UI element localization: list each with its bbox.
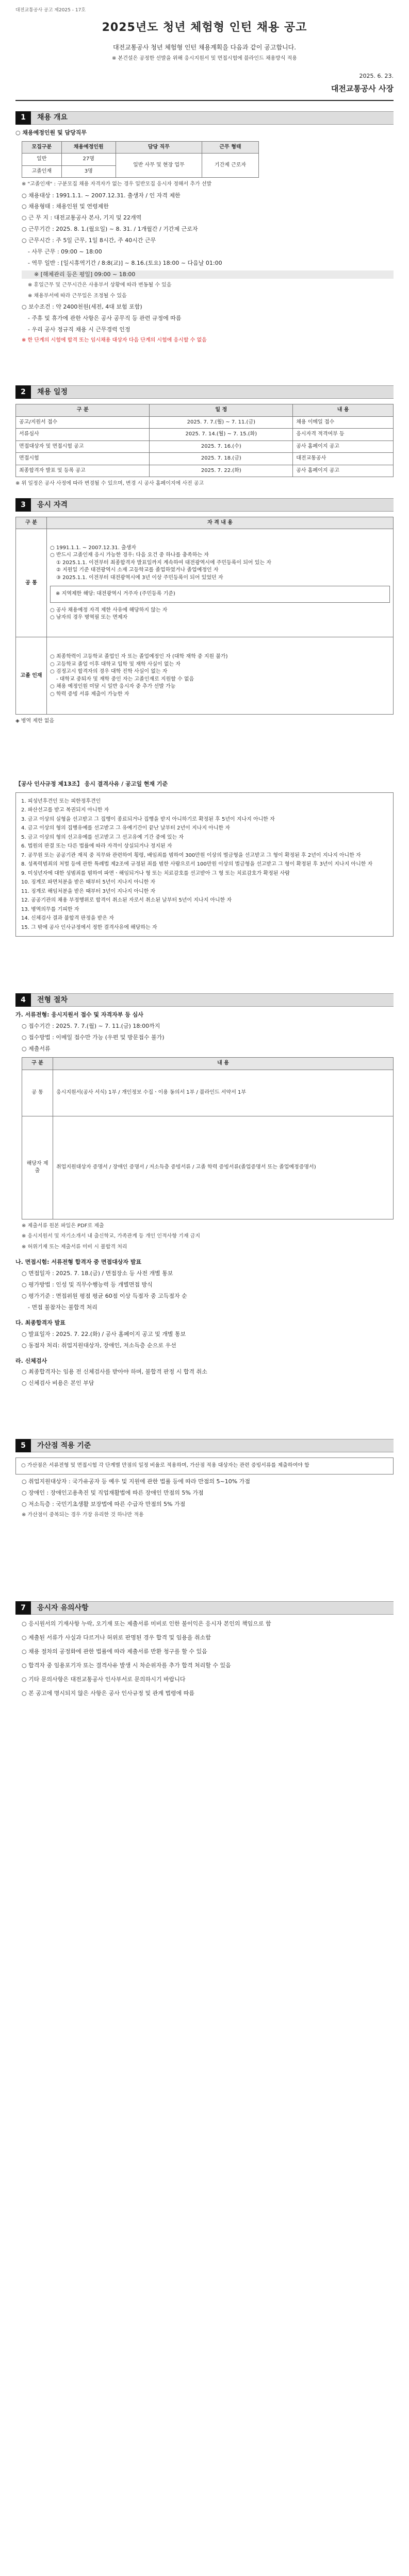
table-cell: 공 통 [22, 1070, 53, 1116]
text-line: - 면접 불참자는 불합격 처리 [28, 1303, 97, 1311]
text-line: ○ 제출서류 [22, 1045, 51, 1053]
text-line: 13. 병역의무를 기피한 자 [21, 906, 79, 912]
section-title: 가산점 적용 기준 [31, 1439, 394, 1452]
section-number: 7 [15, 1601, 31, 1615]
text-line: 2. 파산선고를 받고 복권되지 아니한 자 [21, 807, 109, 814]
section-number: 5 [15, 1439, 31, 1452]
text-line: ○ 응시원서의 기재사항 누락, 오기재 또는 제출서류 미비로 인한 불이익은 응시자 본인의 책임으로 함 [22, 1620, 271, 1628]
text-line: ※ "고졸인재" : 구분모집 채용 자격자가 없는 경우 일반모집 응시자 정해서 추가 선발 [22, 181, 212, 188]
table-row [22, 1070, 394, 1116]
text-line: ○ 남자의 경우 병역필 또는 면제자 [50, 615, 128, 621]
text-line: ○ 접수방법 : 이메일 접수만 가능 (우편 및 방문접수 불가) [22, 1034, 165, 1041]
text-line: ○ 저소득층 : 국민기초생활 보장법에 따른 수급자 만점의 5% 가점 [22, 1500, 186, 1507]
subsection-title: 가. 서류전형: 응시지원서 접수 및 자격자부 등 심사 [15, 1011, 143, 1019]
text-line: - 대학교 중퇴자 및 재학 중인 자는 고졸인재로 지원할 수 없음 [56, 676, 194, 682]
text-line: 10. 징계로 파면처분을 받은 때부터 5년이 지나지 아니한 자 [21, 879, 156, 886]
schedule-table [15, 404, 394, 477]
sec1-lines [15, 181, 394, 344]
text-line: ○ 장애인 : 장애인고용촉진 및 직업재활법에 따른 장애인 만점의 5% 가점 [22, 1489, 204, 1496]
text-line: 12. 공공기관의 채용 부정행위로 합격이 취소된 자로서 취소된 날부터 5년이 지나지 아니한 자 [21, 897, 232, 904]
text-line: ○ 취업지원대상자 : 국가유공자 등 예우 및 지원에 관한 법률 등에 따라 만점의 5~10% 가점 [22, 1478, 250, 1485]
table-cell: 2025. 7. 16.(수) [150, 440, 293, 453]
text-line: ○ 제출된 서류가 사실과 다르거나 허위로 판명된 경우 합격 및 임용을 취소함 [22, 1634, 211, 1641]
text-line: ※ 가산점이 중복되는 경우 가장 유리한 것 하나만 적용 [22, 1512, 144, 1518]
table-cell: 공고/지원서 접수 [16, 416, 150, 429]
qualification-table [15, 517, 394, 715]
table-cell: 공 통 [16, 529, 47, 637]
text-line: ○ 발표일자 : 2025. 7. 22.(화) / 공사 홈페이지 공고 및 개별 통보 [22, 1330, 186, 1337]
table-row [16, 416, 394, 429]
text-line: ① 2025.1.1. 이전부터 최종합격자 발표일까지 계속하여 대전광역시에 주민등록이 되어 있는 자 [56, 560, 271, 566]
disqualification-title: 【공사 인사규정 제13조】 응시 결격사유 / 공고일 현재 기준 [15, 780, 168, 787]
table-cell: 면접대상자 및 면접시험 공고 [16, 440, 150, 453]
text-line: ※ 지역제한 해당: 대전광역시 거주자 (주민등록 기준) [50, 586, 390, 603]
text-line: ○ 근 무 지 : 대전교통공사 본사, 기지 및 22개역 [22, 214, 142, 222]
text-line: ※ 한 단계의 시험에 합격 또는 임시채용 대상자 다음 단계의 시험에 응시할 수 없음 [22, 337, 207, 343]
text-line: ○ 채용 절차의 공정화에 관한 법률에 따라 제출서류 반환 청구를 할 수 있음 [22, 1648, 207, 1655]
table-header: 채용예정인원 [61, 141, 116, 154]
page-title: 2025년도 청년 체험형 인턴 채용 공고 [102, 21, 307, 34]
section-3-header [15, 497, 394, 513]
section-title: 채용 개요 [31, 111, 394, 125]
table-cell [47, 637, 394, 715]
table-cell: 면접시험 [16, 453, 150, 465]
section-2-header [15, 384, 394, 400]
subsection-title: 다. 최종합격자 발표 [15, 1319, 66, 1326]
text-line: 4. 금고 이상의 형의 집행유예를 선고받고 그 유예기간이 끝난 날부터 2년이 지나지 아니한 자 [21, 825, 230, 832]
table-header: 구 분 [22, 1058, 53, 1070]
section-number: 4 [15, 993, 31, 1007]
table-row [22, 1116, 394, 1219]
table-cell: 대전교통공사 [293, 453, 394, 465]
text-line: - 역무 일반 : [일시휴역기간 / 8:8(교)] ~ 8.16.(토요) 18:00 ~ 다음날 01:00 [28, 260, 222, 267]
text-line: 5. 금고 이상의 형의 선고유예를 선고받고 그 선고유예 기간 중에 있는 자 [21, 834, 184, 840]
text-line: ○ 동점자 처리: 취업지원대상자, 장애인, 저소득층 순으로 우선 [22, 1342, 176, 1349]
subsection-title: 라. 신체검사 [15, 1357, 47, 1364]
section-4-header [15, 992, 394, 1008]
text-line: ※ 채용부서에 따라 근무일은 조정될 수 있음 [28, 293, 127, 299]
text-line: ○ 근무기간 : 2025. 8. 1.(월요일) ~ 8. 31. / 1개월간 / 기간제 근로자 [22, 226, 198, 233]
qualification-note: ◈ 병역 제한 없음 [15, 718, 55, 724]
text-line: ○ 평가방법 : 인성 및 직무수행능력 등 개별면접 방식 [22, 1281, 153, 1288]
text-line: ○ 근무시간 : 주 5일 근무, 1일 8시간, 주 40시간 근무 [22, 237, 156, 244]
table-cell: 2025. 7. 7.(월) ~ 7. 11.(금) [150, 416, 293, 429]
table-cell: 응시지원서(공사 서식) 1부 / 개인정보 수집ㆍ이용 동의서 1부 / 블라인드 서약서 1부 [53, 1070, 394, 1116]
text-line: ○ 접수기간 : 2025. 7. 7.(월) ~ 7. 11.(금) 18:00까지 [22, 1023, 160, 1030]
text-line: ※ 제출서류 원본 파일은 PDF로 제출 [22, 1223, 104, 1229]
schedule-note: ※ 위 일정은 공사 사정에 따라 변경될 수 있으며, 변경 시 공사 홈페이지에 사전 공고 [15, 481, 204, 487]
text-line: 3. 금고 이상의 실형을 선고받고 그 집행이 종료되거나 집행을 받지 아니하기로 확정된 후 5년이 지나지 아니한 자 [21, 816, 275, 822]
text-line: - 주휴 및 휴가에 관한 사항은 공사 공무직 등 관련 규정에 따름 [28, 314, 182, 321]
table-header: 구 분 [16, 517, 47, 529]
table-header: 내 용 [53, 1058, 394, 1070]
text-line: ○ 검정고시 합격자의 경우 대학 진학 사실이 없는 자 [50, 669, 168, 675]
text-line: ○ 신체검사 비용은 본인 부담 [22, 1380, 94, 1387]
section-7-header [15, 1600, 394, 1616]
section-number: 1 [15, 111, 31, 125]
table-cell: 서류심사 [16, 429, 150, 441]
table-row [16, 429, 394, 441]
table-cell: 2025. 7. 22.(화) [150, 465, 293, 477]
text-line: 7. 공무원 또는 공공기관 재직 중 직무와 관련하여 횡령, 배임죄를 범하여 300만원 이상의 벌금형을 선고받고 그 형이 확정된 후 2년이 지나지 아니한 자 [21, 852, 361, 858]
text-line: ※ 응시지원서 및 자기소개서 내 출신학교, 가족관계 등 개인 인적사항 기재 금지 [22, 1233, 200, 1240]
text-line: ○ 평가기준 : 면접위원 평점 평균 60점 이상 득점자 중 고득점자 순 [22, 1292, 187, 1299]
text-line: ○ 최종학력이 고등학교 졸업인 자 또는 졸업예정인 자 (대학 재학 중 지원 불가) [50, 654, 228, 660]
bonus-box: ○ 가산점은 서류전형 및 면접시험 각 단계별 만점의 일정 비율로 적용하며, 가산점 적용 대상자는 관련 증빙서류를 제출하여야 함 [15, 1458, 394, 1475]
doc-ref: 대전교통공사 공고 제2025 - 17호 [15, 8, 86, 13]
text-line: - 사무 근무 : 09:00 ~ 18:00 [28, 248, 102, 256]
table-row [22, 154, 259, 166]
table-cell: 공사 홈페이지 공고 [293, 465, 394, 477]
text-line: ○ 채용대상 : 1991.1.1. ~ 2007.12.31. 출생자 / 인 자격 제한 [22, 192, 181, 199]
text-line: 1. 피성년후견인 또는 피한정후견인 [21, 798, 101, 804]
table-header: 담당 직무 [116, 141, 202, 154]
text-line: ○ 학력 증빙 서류 제출이 가능한 자 [50, 691, 129, 697]
text-line: ② 지원일 기준 대전광역시 소재 고등학교를 졸업하였거나 졸업예정인 자 [56, 567, 219, 573]
blind-notice: ※ 본건설은 공정한 선발을 위해 응시지원서 및 면접시험에 블라인드 채용방식 적용 [112, 56, 297, 62]
section-number: 2 [15, 385, 31, 399]
text-line: ※ [해체관리 등은 평일] 09:00 ~ 18:00 [22, 270, 394, 279]
intro-text: 대전교통공사 청년 체험형 인턴 채용계획을 다음과 같이 공고합니다. [112, 44, 297, 51]
text-line: ○ 반드시 고졸인재 응시 가능한 경우: 다음 요건 중 하나를 충족하는 자 [50, 552, 209, 558]
text-line: ○ 보수조건 : 약 2400천원(세전, 4대 보험 포함) [22, 303, 142, 311]
notice-date: 2025. 6. 23. [359, 72, 394, 79]
table-header: 일 정 [150, 404, 293, 417]
section-5-header [15, 1438, 394, 1453]
text-line: - 우리 공사 정규직 채용 시 근무경력 인정 [28, 326, 130, 333]
table-cell: 기간제 근로자 [202, 154, 258, 178]
subsection-title: 나. 면접시험: 서류전형 합격자 중 면접대상자 발표 [15, 1259, 142, 1266]
table-row [16, 637, 394, 715]
text-line: ○ 1991.1.1. ~ 2007.12.31. 출생자 [50, 545, 136, 551]
section-number: 3 [15, 498, 31, 512]
text-line: ③ 2025.1.1. 이전부터 대전광역시에 3년 이상 주민등록이 되어 있었던 자 [56, 574, 223, 581]
table-row [16, 465, 394, 477]
documents-table [22, 1057, 394, 1219]
text-line: ○ 면접일자 : 2025. 7. 18.(금) / 면접장소 등 사전 개별 통보 [22, 1269, 173, 1277]
table-cell: 27명 [61, 154, 116, 166]
text-line: 6. 법원의 판결 또는 다른 법률에 따라 자격이 상실되거나 정지된 자 [21, 843, 172, 850]
table-header: 모집구분 [22, 141, 62, 154]
table-header: 구 분 [16, 404, 150, 417]
section-1-header [15, 110, 394, 126]
table-cell: 2025. 7. 18.(금) [150, 453, 293, 465]
table-header: 내 용 [293, 404, 394, 417]
recruit-table [22, 141, 259, 178]
section-title: 채용 일정 [31, 385, 394, 399]
section-title: 응시 자격 [31, 498, 394, 512]
table-cell: 2025. 7. 14.(월) ~ 7. 15.(화) [150, 429, 293, 441]
text-line: 8. 성폭력범죄의 처벌 등에 관한 특례법 제2조에 규정된 죄를 범한 사람으로서 100만원 이상의 벌금형을 선고받고 그 형이 확정된 후 3년이 지나지 아니한 자 [21, 861, 373, 868]
text-line: ※ 휴일근무 및 근무시간은 사용부서 상황에 따라 변동될 수 있음 [28, 282, 172, 289]
section-title: 전형 절차 [31, 993, 394, 1007]
field-label: ○ 채용예정인원 및 담당직무 [15, 129, 87, 136]
disqualification-box [15, 792, 394, 937]
text-line: ○ 본 공고에 명시되지 않은 사항은 공사 인사규정 및 관계 법령에 따름 [22, 1689, 194, 1697]
issuer: 대전교통공사 사장 [15, 83, 394, 101]
table-cell: 취업지원대상자 증명서 / 장애인 증명서 / 저소득층 증빙서류 / 고졸 학력 증빙서류(졸업증명서 또는 졸업예정증명서) [53, 1116, 394, 1219]
text-line: ○ 최종합격자는 임용 전 신체검사를 받아야 하며, 불합격 판정 시 합격 취소 [22, 1368, 207, 1376]
section-title: 응시자 유의사항 [31, 1601, 394, 1615]
text-line: ○ 공사 채용예정 자격 제한 사유에 해당하지 않는 자 [50, 607, 168, 613]
table-cell: 일반 [22, 154, 62, 166]
text-line: 11. 징계로 해임처분을 받은 때부터 3년이 지나지 아니한 자 [21, 888, 156, 894]
table-cell: 고졸 인재 [16, 637, 47, 715]
text-line: ※ 허위기재 또는 제출서류 미비 시 불합격 처리 [22, 1244, 127, 1250]
table-cell [47, 529, 394, 637]
table-row [16, 440, 394, 453]
table-cell: 3명 [61, 165, 116, 178]
text-line: ○ 기타 문의사항은 대전교통공사 인사부서로 문의하시기 바랍니다 [22, 1675, 186, 1683]
table-cell: 채용 이메일 접수 [293, 416, 394, 429]
table-cell: 고졸인재 [22, 165, 62, 178]
table-cell: 응시자격 적격여부 등 [293, 429, 394, 441]
text-line: 15. 그 밖에 공사 인사규정에서 정한 결격사유에 해당하는 자 [21, 924, 157, 930]
text-line: 9. 미성년자에 대한 성범죄를 범하여 파면ㆍ해임되거나 형 또는 치료감호를 선고받아 그 형 또는 치료감호가 확정된 사람 [21, 870, 290, 876]
text-line: ○ 채용형태 : 채용인원 및 연령제한 [22, 203, 109, 210]
text-line: ○ 고등학교 졸업 이후 대학교 입학 및 재학 사실이 없는 자 [50, 661, 181, 667]
table-cell: 일반 사무 및 현장 업무 [116, 154, 202, 178]
text-line: ○ 합격자 중 임용포기자 또는 결격사유 발생 시 차순위자를 추가 합격 처리할 수 있음 [22, 1662, 231, 1669]
table-cell: 해당자 제출 [22, 1116, 53, 1219]
table-cell: 공사 홈페이지 공고 [293, 440, 394, 453]
table-row [16, 529, 394, 637]
text-line: ○ 채용 예정인원 미달 시 일반 응시자 중 추가 선발 가능 [50, 684, 176, 690]
table-header: 자 격 내 용 [47, 517, 394, 529]
table-cell: 최종합격자 발표 및 등록 공고 [16, 465, 150, 477]
table-row [16, 453, 394, 465]
text-line: 14. 신체검사 결과 불합격 판정을 받은 자 [21, 916, 114, 922]
table-header: 근무 형태 [202, 141, 258, 154]
